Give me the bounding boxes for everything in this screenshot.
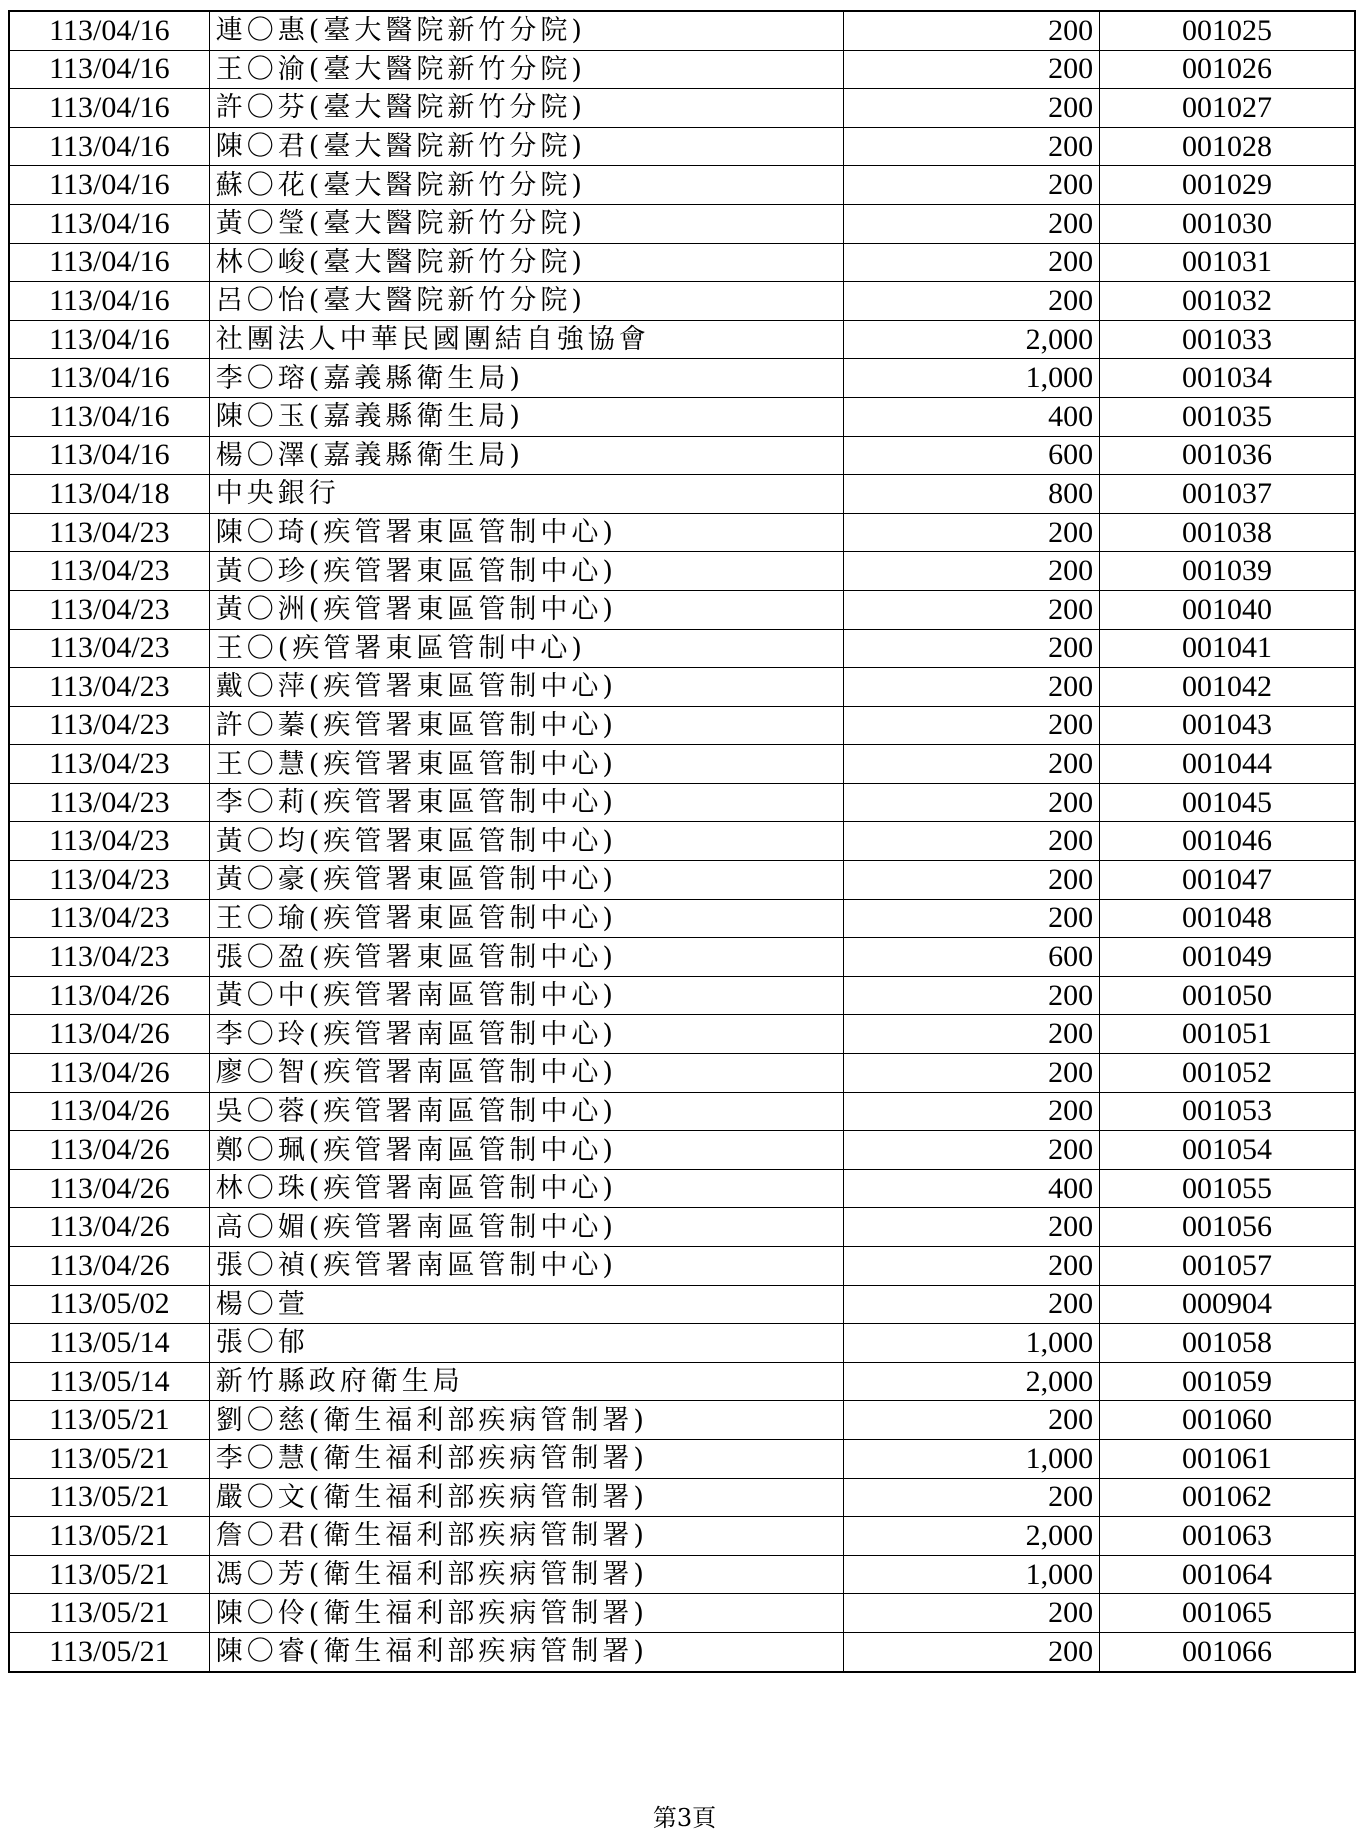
date-cell: 113/04/16 xyxy=(9,397,209,436)
donor-name-cell: 楊〇萱 xyxy=(209,1285,843,1324)
amount-cell: 200 xyxy=(843,1285,1099,1324)
receipt-number-cell: 001050 xyxy=(1100,976,1355,1015)
donor-name-cell: 李〇慧(衛生福利部疾病管制署) xyxy=(209,1439,843,1478)
table-row xyxy=(9,11,1355,50)
amount-cell: 200 xyxy=(843,629,1099,668)
donor-name-cell: 陳〇睿(衛生福利部疾病管制署) xyxy=(209,1632,843,1671)
date-cell: 113/04/26 xyxy=(9,1169,209,1208)
date-cell: 113/04/23 xyxy=(9,706,209,745)
date-cell: 113/04/23 xyxy=(9,552,209,591)
receipt-number-cell: 001066 xyxy=(1100,1632,1355,1671)
date-cell: 113/04/23 xyxy=(9,590,209,629)
amount-cell: 200 xyxy=(843,11,1099,50)
amount-cell: 200 xyxy=(843,706,1099,745)
date-cell: 113/04/26 xyxy=(9,1208,209,1247)
donor-name-cell: 陳〇君(臺大醫院新竹分院) xyxy=(209,127,843,166)
receipt-number-cell: 001058 xyxy=(1100,1324,1355,1363)
amount-cell: 600 xyxy=(843,436,1099,475)
receipt-number-cell: 001054 xyxy=(1100,1131,1355,1170)
receipt-number-cell: 001041 xyxy=(1100,629,1355,668)
table-row xyxy=(9,359,1355,398)
date-cell: 113/04/16 xyxy=(9,243,209,282)
table-row xyxy=(9,1208,1355,1247)
donor-name-cell: 張〇郁 xyxy=(209,1324,843,1363)
table-row xyxy=(9,1632,1355,1671)
amount-cell: 200 xyxy=(843,1594,1099,1633)
receipt-number-cell: 001060 xyxy=(1100,1401,1355,1440)
receipt-number-cell: 001059 xyxy=(1100,1362,1355,1401)
date-cell: 113/04/23 xyxy=(9,822,209,861)
receipt-number-cell: 001065 xyxy=(1100,1594,1355,1633)
date-cell: 113/04/16 xyxy=(9,204,209,243)
donor-name-cell: 李〇莉(疾管署東區管制中心) xyxy=(209,783,843,822)
donor-name-cell: 黃〇洲(疾管署東區管制中心) xyxy=(209,590,843,629)
receipt-number-cell: 001049 xyxy=(1100,938,1355,977)
date-cell: 113/04/16 xyxy=(9,320,209,359)
table-row xyxy=(9,397,1355,436)
donor-name-cell: 李〇瑢(嘉義縣衛生局) xyxy=(209,359,843,398)
amount-cell: 200 xyxy=(843,1478,1099,1517)
date-cell: 113/04/23 xyxy=(9,629,209,668)
receipt-number-cell: 001037 xyxy=(1100,475,1355,514)
table-row xyxy=(9,50,1355,89)
date-cell: 113/04/23 xyxy=(9,513,209,552)
donation-ledger-table xyxy=(8,10,1356,1673)
amount-cell: 400 xyxy=(843,1169,1099,1208)
donor-name-cell: 嚴〇文(衛生福利部疾病管制署) xyxy=(209,1478,843,1517)
amount-cell: 200 xyxy=(843,127,1099,166)
amount-cell: 200 xyxy=(843,50,1099,89)
amount-cell: 200 xyxy=(843,976,1099,1015)
date-cell: 113/04/26 xyxy=(9,1131,209,1170)
donor-name-cell: 社團法人中華民國團結自強協會 xyxy=(209,320,843,359)
date-cell: 113/04/16 xyxy=(9,166,209,205)
table-row xyxy=(9,1324,1355,1363)
table-row xyxy=(9,590,1355,629)
date-cell: 113/05/02 xyxy=(9,1285,209,1324)
amount-cell: 1,000 xyxy=(843,359,1099,398)
amount-cell: 200 xyxy=(843,783,1099,822)
amount-cell: 1,000 xyxy=(843,1439,1099,1478)
donor-name-cell: 黃〇中(疾管署南區管制中心) xyxy=(209,976,843,1015)
donor-name-cell: 陳〇伶(衛生福利部疾病管制署) xyxy=(209,1594,843,1633)
donor-name-cell: 馮〇芳(衛生福利部疾病管制署) xyxy=(209,1555,843,1594)
receipt-number-cell: 001035 xyxy=(1100,397,1355,436)
donor-name-cell: 廖〇智(疾管署南區管制中心) xyxy=(209,1054,843,1093)
table-row xyxy=(9,1555,1355,1594)
amount-cell: 1,000 xyxy=(843,1555,1099,1594)
receipt-number-cell: 001038 xyxy=(1100,513,1355,552)
date-cell: 113/05/21 xyxy=(9,1439,209,1478)
table-row xyxy=(9,783,1355,822)
receipt-number-cell: 001053 xyxy=(1100,1092,1355,1131)
donor-name-cell: 蘇〇花(臺大醫院新竹分院) xyxy=(209,166,843,205)
table-row xyxy=(9,127,1355,166)
receipt-number-cell: 001044 xyxy=(1100,745,1355,784)
receipt-number-cell: 001031 xyxy=(1100,243,1355,282)
amount-cell: 1,000 xyxy=(843,1324,1099,1363)
date-cell: 113/04/26 xyxy=(9,976,209,1015)
amount-cell: 200 xyxy=(843,861,1099,900)
amount-cell: 200 xyxy=(843,1015,1099,1054)
donor-name-cell: 陳〇琦(疾管署東區管制中心) xyxy=(209,513,843,552)
table-row xyxy=(9,1439,1355,1478)
amount-cell: 200 xyxy=(843,668,1099,707)
donor-name-cell: 黃〇豪(疾管署東區管制中心) xyxy=(209,861,843,900)
table-row xyxy=(9,243,1355,282)
date-cell: 113/05/21 xyxy=(9,1401,209,1440)
donor-name-cell: 中央銀行 xyxy=(209,475,843,514)
table-row xyxy=(9,1015,1355,1054)
amount-cell: 200 xyxy=(843,1054,1099,1093)
donor-name-cell: 劉〇慈(衛生福利部疾病管制署) xyxy=(209,1401,843,1440)
donor-name-cell: 張〇禎(疾管署南區管制中心) xyxy=(209,1247,843,1286)
table-row xyxy=(9,938,1355,977)
date-cell: 113/05/21 xyxy=(9,1517,209,1556)
amount-cell: 200 xyxy=(843,899,1099,938)
donor-name-cell: 陳〇玉(嘉義縣衛生局) xyxy=(209,397,843,436)
table-row xyxy=(9,1478,1355,1517)
table-row xyxy=(9,745,1355,784)
amount-cell: 200 xyxy=(843,1131,1099,1170)
amount-cell: 200 xyxy=(843,745,1099,784)
table-row xyxy=(9,1517,1355,1556)
amount-cell: 200 xyxy=(843,89,1099,128)
receipt-number-cell: 001029 xyxy=(1100,166,1355,205)
date-cell: 113/05/21 xyxy=(9,1594,209,1633)
donor-name-cell: 許〇蓁(疾管署東區管制中心) xyxy=(209,706,843,745)
date-cell: 113/04/16 xyxy=(9,436,209,475)
receipt-number-cell: 001063 xyxy=(1100,1517,1355,1556)
donor-name-cell: 黃〇珍(疾管署東區管制中心) xyxy=(209,552,843,591)
donor-name-cell: 李〇玲(疾管署南區管制中心) xyxy=(209,1015,843,1054)
receipt-number-cell: 001039 xyxy=(1100,552,1355,591)
amount-cell: 800 xyxy=(843,475,1099,514)
receipt-number-cell: 001045 xyxy=(1100,783,1355,822)
date-cell: 113/05/14 xyxy=(9,1324,209,1363)
table-row xyxy=(9,204,1355,243)
amount-cell: 200 xyxy=(843,166,1099,205)
date-cell: 113/04/23 xyxy=(9,938,209,977)
table-row xyxy=(9,282,1355,321)
date-cell: 113/05/21 xyxy=(9,1632,209,1671)
table-row xyxy=(9,1285,1355,1324)
donor-name-cell: 楊〇澤(嘉義縣衛生局) xyxy=(209,436,843,475)
amount-cell: 200 xyxy=(843,1247,1099,1286)
date-cell: 113/04/16 xyxy=(9,127,209,166)
date-cell: 113/04/26 xyxy=(9,1015,209,1054)
receipt-number-cell: 000904 xyxy=(1100,1285,1355,1324)
amount-cell: 200 xyxy=(843,1208,1099,1247)
table-row xyxy=(9,629,1355,668)
receipt-number-cell: 001028 xyxy=(1100,127,1355,166)
amount-cell: 200 xyxy=(843,590,1099,629)
receipt-number-cell: 001036 xyxy=(1100,436,1355,475)
receipt-number-cell: 001055 xyxy=(1100,1169,1355,1208)
amount-cell: 200 xyxy=(843,1092,1099,1131)
receipt-number-cell: 001033 xyxy=(1100,320,1355,359)
receipt-number-cell: 001056 xyxy=(1100,1208,1355,1247)
date-cell: 113/04/26 xyxy=(9,1054,209,1093)
table-row xyxy=(9,436,1355,475)
date-cell: 113/05/21 xyxy=(9,1478,209,1517)
date-cell: 113/04/16 xyxy=(9,359,209,398)
amount-cell: 200 xyxy=(843,204,1099,243)
receipt-number-cell: 001040 xyxy=(1100,590,1355,629)
receipt-number-cell: 001030 xyxy=(1100,204,1355,243)
donor-name-cell: 黃〇均(疾管署東區管制中心) xyxy=(209,822,843,861)
date-cell: 113/04/16 xyxy=(9,89,209,128)
donor-name-cell: 新竹縣政府衛生局 xyxy=(209,1362,843,1401)
table-row xyxy=(9,1054,1355,1093)
date-cell: 113/04/26 xyxy=(9,1092,209,1131)
ledger-body xyxy=(9,11,1355,1672)
table-row xyxy=(9,706,1355,745)
amount-cell: 200 xyxy=(843,1632,1099,1671)
table-row xyxy=(9,1247,1355,1286)
amount-cell: 400 xyxy=(843,397,1099,436)
receipt-number-cell: 001064 xyxy=(1100,1555,1355,1594)
table-row xyxy=(9,976,1355,1015)
amount-cell: 200 xyxy=(843,282,1099,321)
donor-name-cell: 王〇(疾管署東區管制中心) xyxy=(209,629,843,668)
date-cell: 113/04/18 xyxy=(9,475,209,514)
donor-name-cell: 林〇珠(疾管署南區管制中心) xyxy=(209,1169,843,1208)
receipt-number-cell: 001032 xyxy=(1100,282,1355,321)
receipt-number-cell: 001034 xyxy=(1100,359,1355,398)
amount-cell: 200 xyxy=(843,1401,1099,1440)
donor-name-cell: 王〇瑜(疾管署東區管制中心) xyxy=(209,899,843,938)
amount-cell: 200 xyxy=(843,552,1099,591)
receipt-number-cell: 001061 xyxy=(1100,1439,1355,1478)
table-row xyxy=(9,513,1355,552)
receipt-number-cell: 001025 xyxy=(1100,11,1355,50)
receipt-number-cell: 001051 xyxy=(1100,1015,1355,1054)
donor-name-cell: 許〇芬(臺大醫院新竹分院) xyxy=(209,89,843,128)
receipt-number-cell: 001026 xyxy=(1100,50,1355,89)
date-cell: 113/04/26 xyxy=(9,1247,209,1286)
date-cell: 113/04/23 xyxy=(9,745,209,784)
amount-cell: 2,000 xyxy=(843,1517,1099,1556)
donor-name-cell: 林〇峻(臺大醫院新竹分院) xyxy=(209,243,843,282)
donor-name-cell: 高〇媚(疾管署南區管制中心) xyxy=(209,1208,843,1247)
date-cell: 113/05/14 xyxy=(9,1362,209,1401)
date-cell: 113/04/16 xyxy=(9,282,209,321)
donor-name-cell: 連〇惠(臺大醫院新竹分院) xyxy=(209,11,843,50)
receipt-number-cell: 001052 xyxy=(1100,1054,1355,1093)
amount-cell: 2,000 xyxy=(843,320,1099,359)
date-cell: 113/04/16 xyxy=(9,11,209,50)
table-row xyxy=(9,166,1355,205)
table-row xyxy=(9,899,1355,938)
amount-cell: 2,000 xyxy=(843,1362,1099,1401)
amount-cell: 200 xyxy=(843,243,1099,282)
date-cell: 113/05/21 xyxy=(9,1555,209,1594)
page-number: 第3頁 xyxy=(652,1804,717,1832)
table-row xyxy=(9,320,1355,359)
amount-cell: 600 xyxy=(843,938,1099,977)
date-cell: 113/04/23 xyxy=(9,783,209,822)
receipt-number-cell: 001042 xyxy=(1100,668,1355,707)
table-row xyxy=(9,1401,1355,1440)
receipt-number-cell: 001043 xyxy=(1100,706,1355,745)
date-cell: 113/04/23 xyxy=(9,668,209,707)
amount-cell: 200 xyxy=(843,513,1099,552)
donor-name-cell: 王〇慧(疾管署東區管制中心) xyxy=(209,745,843,784)
receipt-number-cell: 001062 xyxy=(1100,1478,1355,1517)
table-row xyxy=(9,1131,1355,1170)
donor-name-cell: 王〇渝(臺大醫院新竹分院) xyxy=(209,50,843,89)
table-row xyxy=(9,552,1355,591)
donor-name-cell: 吳〇蓉(疾管署南區管制中心) xyxy=(209,1092,843,1131)
date-cell: 113/04/16 xyxy=(9,50,209,89)
receipt-number-cell: 001047 xyxy=(1100,861,1355,900)
donor-name-cell: 黃〇瑩(臺大醫院新竹分院) xyxy=(209,204,843,243)
table-row xyxy=(9,1169,1355,1208)
donor-name-cell: 戴〇萍(疾管署東區管制中心) xyxy=(209,668,843,707)
table-row xyxy=(9,1594,1355,1633)
date-cell: 113/04/23 xyxy=(9,861,209,900)
donor-name-cell: 呂〇怡(臺大醫院新竹分院) xyxy=(209,282,843,321)
donor-name-cell: 鄭〇珮(疾管署南區管制中心) xyxy=(209,1131,843,1170)
donor-name-cell: 張〇盈(疾管署東區管制中心) xyxy=(209,938,843,977)
receipt-number-cell: 001027 xyxy=(1100,89,1355,128)
receipt-number-cell: 001046 xyxy=(1100,822,1355,861)
table-row xyxy=(9,475,1355,514)
table-row xyxy=(9,1092,1355,1131)
date-cell: 113/04/23 xyxy=(9,899,209,938)
table-row xyxy=(9,668,1355,707)
amount-cell: 200 xyxy=(843,822,1099,861)
table-row xyxy=(9,822,1355,861)
donor-name-cell: 詹〇君(衛生福利部疾病管制署) xyxy=(209,1517,843,1556)
table-row xyxy=(9,89,1355,128)
receipt-number-cell: 001057 xyxy=(1100,1247,1355,1286)
table-row xyxy=(9,861,1355,900)
table-row xyxy=(9,1362,1355,1401)
receipt-number-cell: 001048 xyxy=(1100,899,1355,938)
